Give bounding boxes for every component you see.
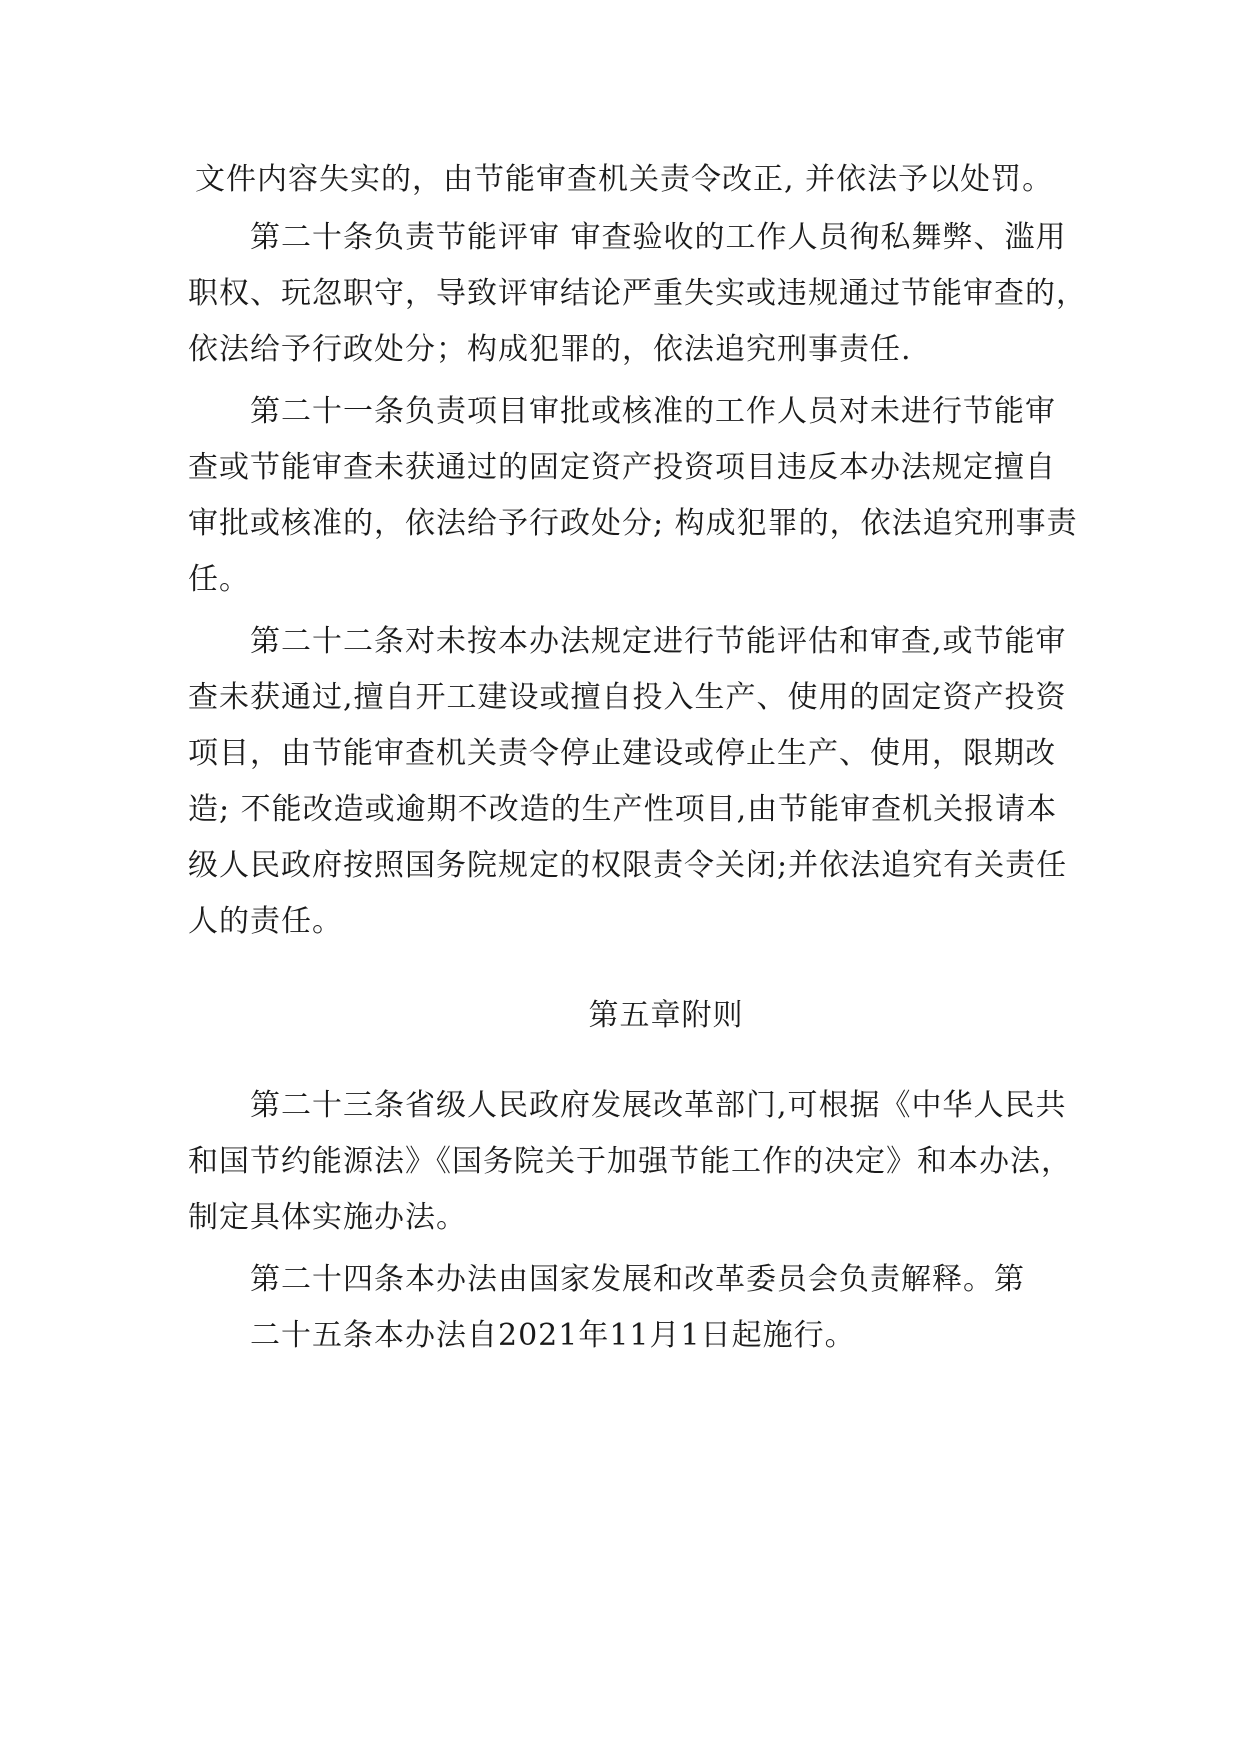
text-line: 二十五条本办法自2021年11月1日起施行。 (250, 1318, 856, 1353)
text-line: 第二十一条负责项目审批或核准的工作人员对未进行节能审 (250, 394, 1056, 429)
chapter-heading (0, 996, 1242, 1036)
text-line: 级人民政府按照国务院规定的权限责令关闭;并依法追究有关责任 (188, 848, 1068, 883)
text-line: 制定具体实施办法。 (188, 1200, 467, 1235)
text-line: 审批或核准的，依法给予行政处分; 构成犯罪的，依法追究刑事责 (188, 506, 1078, 541)
text-line: 任。 (188, 562, 250, 597)
text-line: 第二十二条对未按本办法规定进行节能评估和审查,或节能审 (250, 624, 1067, 659)
text-line: 第二十三条省级人民政府发展改革部门,可根据《中华人民共 (250, 1088, 1067, 1123)
text-line: 造; 不能改造或逾期不改造的生产性项目,由节能审查机关报请本 (188, 792, 1058, 827)
text-line: 和国节约能源法》《国务院关于加强节能工作的决定》和本办法， (188, 1144, 1072, 1179)
text-line: 查未获通过,擅自开工建设或擅自投入生产、使用的固定资产投资 (188, 680, 1067, 715)
text-line: 查或节能审查未获通过的固定资产投资项目违反本办法规定擅自 (188, 450, 1056, 485)
text-line: 项目，由节能审查机关责令停止建设或停止生产、使用，限期改 (188, 736, 1056, 771)
text-line: 文件内容失实的，由节能审查机关责令改正, 并依法予以处罚。 (195, 162, 1054, 197)
text-line: 依法给予行政处分；构成犯罪的，依法追究刑事责任. (188, 332, 912, 367)
text-line: 人的责任。 (188, 904, 343, 939)
text-line: 第二十四条本办法由国家发展和改革委员会负责解释。第 (250, 1262, 1025, 1297)
chapter-heading-text: 第五章附则 (588, 998, 744, 1033)
text-line: 第二十条负责节能评审 审查验收的工作人员徇私舞弊、滥用 (250, 220, 1067, 255)
text-line: 职权、玩忽职守，导致评审结论严重失实或违规通过节能审查的， (188, 276, 1087, 311)
